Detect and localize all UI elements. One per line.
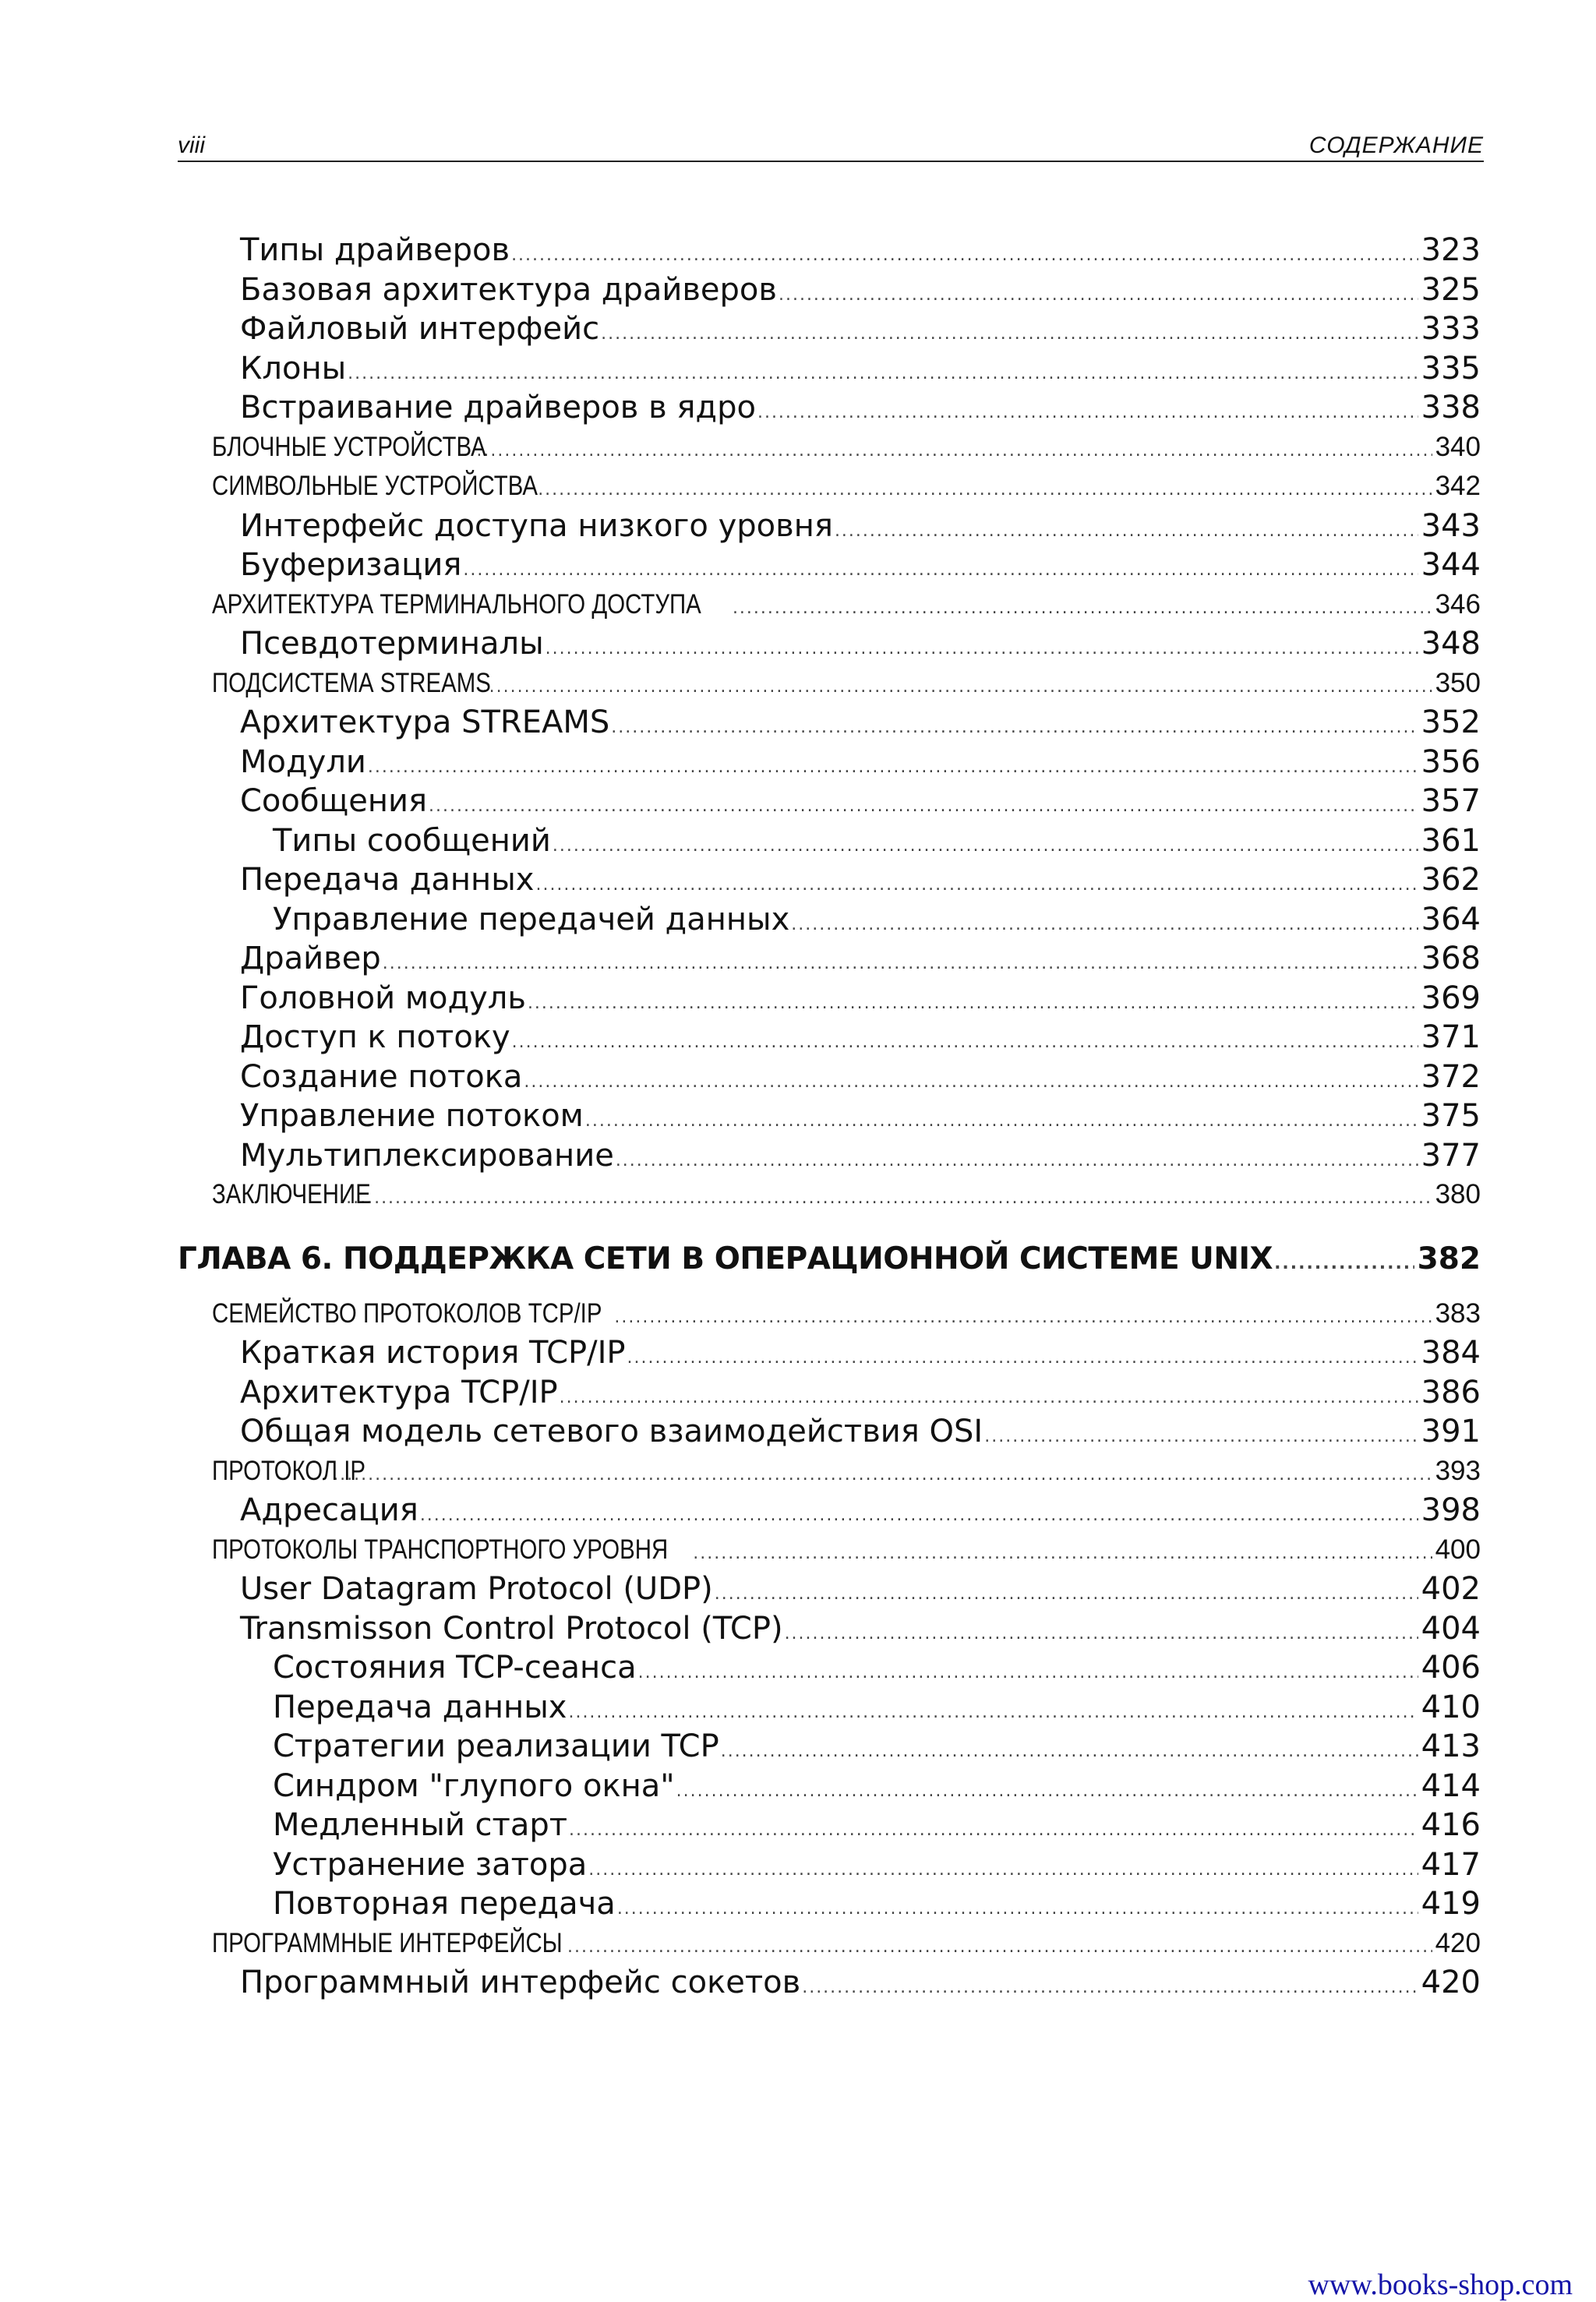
toc-entry-title: User Datagram Protocol (UDP) — [240, 1571, 713, 1607]
toc-entry-page-number: 343 — [1421, 507, 1481, 544]
toc-entry-title: Управление передачей данных — [273, 901, 790, 937]
toc-entry-title: Типы сообщений — [273, 822, 551, 859]
toc-entry-title: Файловый интерфейс — [240, 311, 600, 347]
toc-entry-page-number: 357 — [1421, 783, 1481, 819]
dot-leader — [524, 1063, 1418, 1097]
dot-leader — [348, 355, 1418, 389]
dot-leader — [617, 1890, 1418, 1924]
toc-entry-title: Буферизация — [240, 547, 462, 583]
toc-entry-title: Архитектура TCP/IP — [240, 1374, 558, 1411]
toc-entry-title: Программный интерфейс сокетов — [240, 1965, 801, 2000]
dot-leader — [638, 1654, 1418, 1688]
toc-entry[interactable] — [178, 1018, 1481, 1057]
toc-entry-page-number: 338 — [1421, 390, 1481, 425]
toc-entry-title: Краткая история TCP/IP — [240, 1335, 626, 1371]
toc-entry-title: СЕМЕЙСТВО ПРОТОКОЛОВ TCP/IP — [212, 1298, 602, 1329]
toc-entry-page-number: 368 — [1421, 941, 1481, 976]
toc-entry-page-number: 344 — [1421, 547, 1481, 583]
toc-entry-title: Transmisson Control Protocol (TCP) — [240, 1610, 783, 1647]
toc-entry[interactable] — [178, 1767, 1481, 1806]
toc-entry-title: Сообщения — [240, 783, 428, 819]
toc-entry-page-number: 325 — [1421, 271, 1481, 308]
toc-section-entry[interactable] — [178, 428, 1481, 468]
toc-entry[interactable] — [178, 1845, 1481, 1885]
dot-leader — [528, 984, 1418, 1019]
toc-entry-title: Синдром "глупого окна" — [273, 1767, 675, 1804]
toc-entry-page-number: 420 — [1421, 1965, 1481, 2000]
dot-leader — [420, 1496, 1418, 1531]
toc-section-entry[interactable] — [178, 664, 1481, 704]
toc-entry-title: АРХИТЕКТУРА ТЕРМИНАЛЬНОГО ДОСТУПА — [212, 588, 701, 620]
toc-entry-title: ПРОГРАММНЫЕ ИНТЕРФЕЙСЫ — [212, 1927, 563, 1958]
toc-entry-title: Архитектура STREAMS — [240, 704, 610, 740]
toc-entry[interactable] — [178, 1491, 1481, 1531]
toc-section-entry[interactable] — [178, 1924, 1481, 1964]
dot-leader — [785, 1615, 1418, 1649]
toc-entry-page-number: 323 — [1421, 232, 1481, 268]
page-number: viii — [178, 132, 205, 158]
dot-leader — [368, 748, 1418, 782]
dot-leader — [721, 1732, 1418, 1767]
toc-entry-page-number: 393 — [1435, 1455, 1481, 1486]
toc-entry-page-number: 383 — [1435, 1298, 1481, 1329]
toc-entry-title: Общая модель сетевого взаимодействия OSI — [240, 1414, 983, 1449]
toc-entry-page-number: 382 — [1417, 1241, 1481, 1276]
toc-entry-page-number: 361 — [1421, 822, 1481, 859]
toc-entry-title: Головной модуль — [240, 980, 526, 1016]
dot-leader — [535, 866, 1418, 900]
toc-entry[interactable] — [178, 1963, 1481, 2003]
toc-entry-title: СИМВОЛЬНЫЕ УСТРОЙСТВА — [212, 471, 538, 501]
toc-entry-title: Адресация — [240, 1492, 418, 1528]
toc-entry[interactable] — [178, 1727, 1481, 1767]
toc-entry-page-number: 340 — [1435, 431, 1481, 462]
toc-entry-title: БЛОЧНЫЕ УСТРОЙСТВА — [212, 431, 486, 462]
toc-entry-page-number: 420 — [1435, 1927, 1481, 1958]
dot-leader — [627, 1339, 1418, 1373]
toc-entry-page-number: 386 — [1421, 1374, 1481, 1411]
dot-leader — [733, 589, 1432, 625]
toc-entry[interactable] — [178, 1333, 1481, 1373]
toc-entry-page-number: 372 — [1421, 1058, 1481, 1095]
dot-leader — [339, 1179, 1432, 1215]
toc-entry[interactable] — [178, 624, 1481, 664]
toc-entry-title: Управление потоком — [240, 1098, 584, 1134]
toc-entry-title: Повторная передача — [273, 1886, 616, 1922]
dot-leader — [601, 315, 1418, 349]
toc-entry-title: Встраивание драйверов в ядро — [240, 390, 756, 425]
dot-leader — [482, 668, 1432, 704]
dot-leader — [616, 1142, 1418, 1176]
toc-entry-title: ПРОТОКОЛ IP — [212, 1455, 366, 1486]
dot-leader — [546, 630, 1418, 664]
dot-leader — [611, 708, 1418, 743]
toc-entry[interactable] — [178, 1609, 1481, 1649]
toc-section-entry[interactable] — [178, 585, 1481, 625]
dot-leader — [511, 236, 1418, 270]
toc-entry[interactable] — [178, 1412, 1481, 1452]
running-title: СОДЕРЖАНИЕ — [1308, 132, 1484, 158]
dot-leader — [588, 1851, 1418, 1885]
toc-entry-page-number: 391 — [1421, 1414, 1481, 1449]
toc-entry[interactable] — [178, 979, 1481, 1019]
toc-entry-page-number: 417 — [1421, 1846, 1481, 1883]
dot-leader — [984, 1418, 1418, 1452]
toc-entry[interactable] — [178, 1648, 1481, 1688]
toc-entry-page-number: 335 — [1421, 350, 1481, 387]
dot-leader — [802, 1968, 1418, 2003]
dot-leader — [1274, 1235, 1414, 1288]
toc-entry-title: Состояния TCP-сеанса — [273, 1650, 637, 1686]
toc-entry-title: Типы драйверов — [240, 232, 510, 268]
toc-entry[interactable] — [178, 1884, 1481, 1924]
dot-leader — [757, 394, 1418, 428]
toc-entry-page-number: 413 — [1421, 1728, 1481, 1764]
toc-entry-page-number: 384 — [1421, 1335, 1481, 1371]
toc-entry-title: ПОДСИСТЕМА STREAMS — [212, 667, 491, 698]
toc-entry-page-number: 402 — [1421, 1571, 1481, 1607]
toc-entry-page-number: 410 — [1421, 1689, 1481, 1725]
toc-entry[interactable] — [178, 743, 1481, 782]
dot-leader — [585, 1102, 1418, 1136]
toc-entry-page-number: 375 — [1421, 1098, 1481, 1134]
page-header — [178, 129, 1484, 162]
toc-entry[interactable] — [178, 860, 1481, 900]
toc-entry-page-number: 346 — [1435, 588, 1481, 620]
dot-leader — [791, 906, 1418, 940]
toc-entry[interactable] — [178, 939, 1481, 979]
toc-entry-page-number: 356 — [1421, 743, 1481, 780]
toc-entry-page-number: 369 — [1421, 980, 1481, 1016]
dot-leader — [512, 1023, 1418, 1057]
dot-leader — [476, 432, 1432, 468]
toc-entry-title: Создание потока — [240, 1058, 523, 1095]
toc-entry-page-number: 371 — [1421, 1019, 1481, 1055]
dot-leader — [567, 1928, 1432, 1964]
dot-leader — [676, 1772, 1418, 1806]
toc-entry-page-number: 404 — [1421, 1610, 1481, 1647]
toc-section-entry[interactable] — [178, 1175, 1481, 1215]
toc-entry-title: Стратегии реализации TCP — [273, 1728, 719, 1764]
toc-entry[interactable] — [178, 388, 1481, 428]
toc-entry-title: Медленный старт — [273, 1807, 568, 1843]
dot-leader — [538, 471, 1432, 507]
dot-leader — [568, 1693, 1418, 1728]
toc-entry-page-number: 352 — [1421, 704, 1481, 740]
toc-entry[interactable] — [178, 900, 1481, 940]
toc-entry[interactable] — [178, 270, 1481, 310]
toc-entry[interactable] — [178, 1096, 1481, 1136]
toc-entry[interactable] — [178, 231, 1481, 270]
toc-section-entry[interactable] — [178, 1452, 1481, 1492]
toc-entry-page-number: 406 — [1421, 1650, 1481, 1686]
dot-leader — [693, 1534, 1432, 1570]
toc-entry-title: Модули — [240, 743, 366, 780]
toc-entry[interactable] — [178, 507, 1481, 546]
toc-entry-title: Базовая архитектура драйверов — [240, 271, 777, 308]
dot-leader — [383, 944, 1418, 979]
dot-leader — [553, 827, 1418, 861]
dot-leader — [614, 1298, 1432, 1334]
toc-entry-page-number: 333 — [1421, 311, 1481, 347]
dot-leader — [715, 1575, 1418, 1609]
toc-entry-page-number: 342 — [1435, 471, 1481, 501]
toc-entry-page-number: 416 — [1421, 1807, 1481, 1843]
toc-section-entry[interactable] — [178, 1294, 1481, 1334]
watermark-link[interactable]: www.books-shop.com — [1308, 2268, 1573, 2301]
dot-leader — [463, 551, 1418, 585]
toc-entry[interactable] — [178, 703, 1481, 743]
dot-leader — [333, 1456, 1432, 1492]
toc-entry-page-number: 419 — [1421, 1886, 1481, 1922]
toc-entry-page-number: 377 — [1421, 1137, 1481, 1174]
toc-entry-page-number: 414 — [1421, 1767, 1481, 1804]
dot-leader — [569, 1811, 1418, 1845]
toc-entry-title: Мультиплексирование — [240, 1137, 614, 1174]
toc-entry-page-number: 348 — [1421, 626, 1481, 662]
toc-section-entry[interactable] — [178, 467, 1481, 507]
toc-entry-title: ПРОТОКОЛЫ ТРАНСПОРТНОГО УРОВНЯ — [212, 1534, 669, 1565]
toc-entry[interactable] — [178, 1806, 1481, 1845]
toc-entry[interactable] — [178, 1136, 1481, 1176]
toc-entry-title: ЗАКЛЮЧЕНИЕ — [212, 1179, 371, 1209]
toc-entry-title: Доступ к потоку — [240, 1019, 510, 1055]
toc-entry[interactable] — [178, 545, 1481, 585]
toc-entry-title: Передача данных — [273, 1689, 567, 1725]
dot-leader — [779, 276, 1418, 310]
dot-leader — [835, 512, 1418, 546]
toc-entry[interactable] — [178, 1373, 1481, 1413]
toc-entry-page-number: 362 — [1421, 862, 1481, 898]
toc-entry-title: Передача данных — [240, 862, 535, 898]
toc-entry-title: Драйвер — [240, 941, 381, 976]
toc-entry-title: ГЛАВА 6. ПОДДЕРЖКА СЕТИ В ОПЕРАЦИОННОЙ СИСТЕМЕ UNIX — [178, 1241, 1273, 1276]
toc-entry-title: Псевдотерминалы — [240, 626, 544, 662]
toc-entry-title: Клоны — [240, 350, 347, 387]
toc-entry-title: Интерфейс доступа низкого уровня — [240, 507, 833, 544]
toc-entry-page-number: 400 — [1435, 1534, 1481, 1565]
toc-entry[interactable] — [178, 1057, 1481, 1097]
toc-entry-page-number: 364 — [1421, 901, 1481, 937]
toc-entry[interactable] — [178, 1569, 1481, 1609]
toc-entry[interactable] — [178, 782, 1481, 821]
toc-entry-page-number: 380 — [1435, 1179, 1481, 1209]
table-of-contents — [178, 231, 1481, 2003]
toc-entry-page-number: 350 — [1435, 667, 1481, 698]
toc-entry[interactable] — [178, 349, 1481, 389]
toc-entry-page-number: 398 — [1421, 1492, 1481, 1528]
toc-section-entry[interactable] — [178, 1531, 1481, 1570]
toc-entry[interactable] — [178, 309, 1481, 349]
toc-entry-title: Устранение затора — [273, 1846, 588, 1883]
dot-leader — [560, 1379, 1418, 1413]
toc-entry[interactable] — [178, 821, 1481, 861]
toc-chapter-entry[interactable] — [178, 1230, 1481, 1288]
dot-leader — [429, 787, 1418, 821]
toc-entry[interactable] — [178, 1688, 1481, 1728]
